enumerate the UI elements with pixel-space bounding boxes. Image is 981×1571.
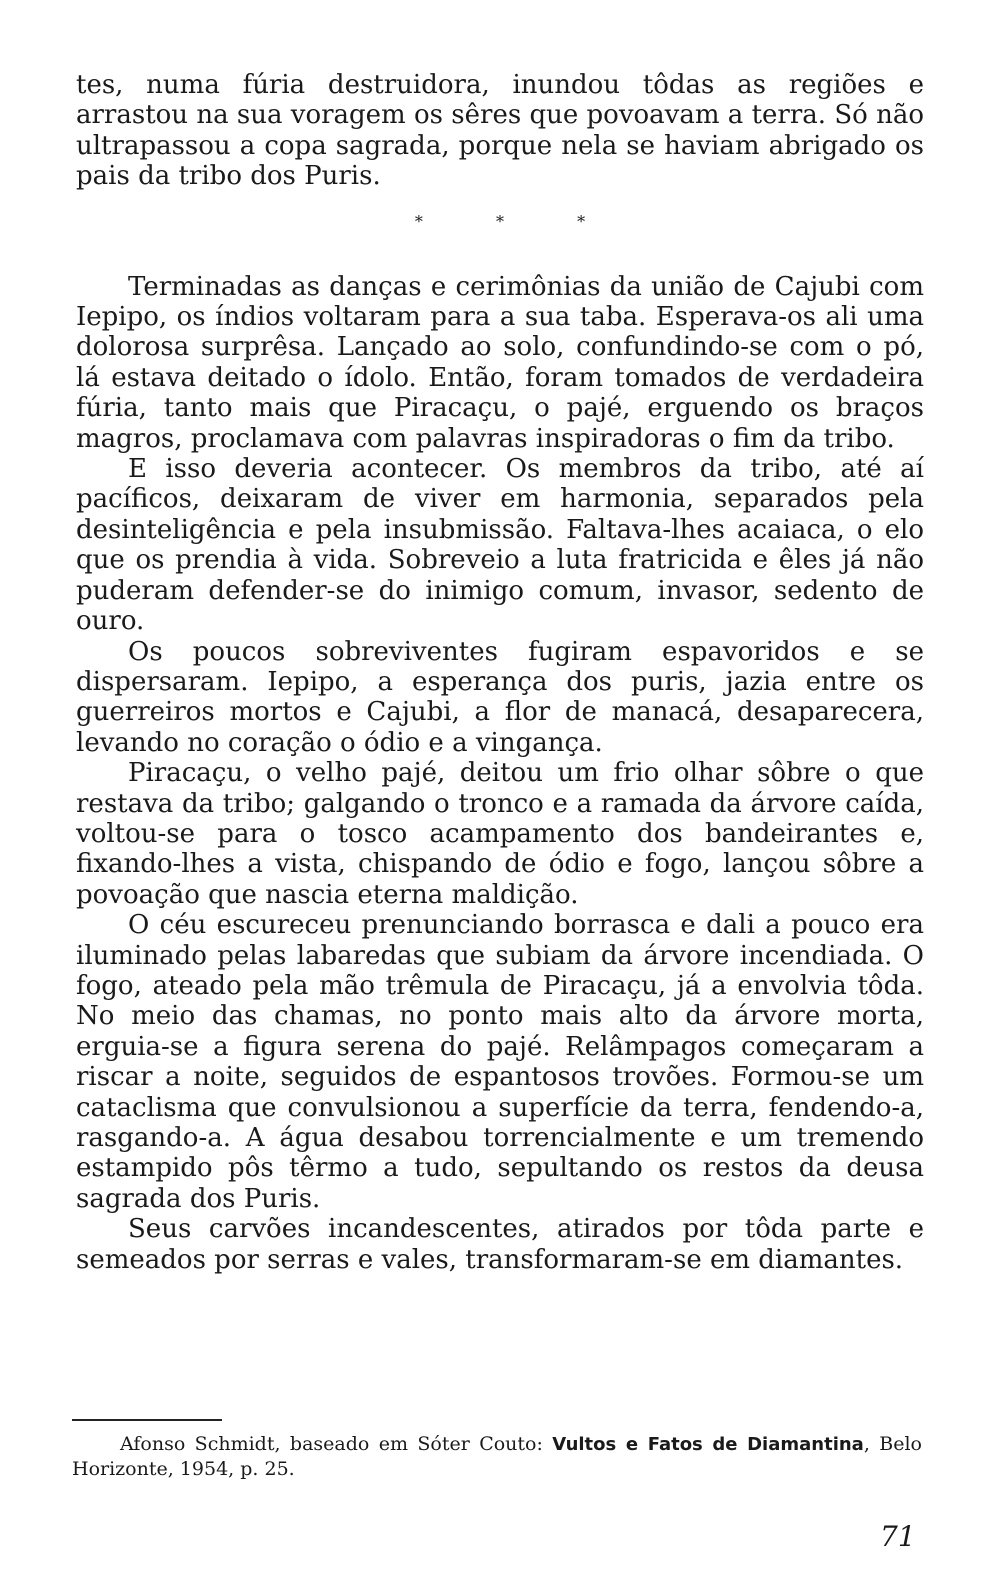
section-separator: * * * [414,211,620,231]
footnote-author: Afonso Schmidt, baseado em Sóter Couto: [120,1433,553,1455]
paragraph-2: Terminadas as danças e cerimônias da união de Cajubi com Iepipo, os índios voltaram para a sua taba. Esperava-os ali uma dolorosa surprêsa. Lançado ao solo, confundindo-se com o pó, lá estava deitado o ídolo. Então, foram tomados de verdadeira fúria, tanto mais que Piracaçu, o pajé, erguendo os braços magros, proclamava com palavras inspiradoras o fim da tribo. [76,271,924,454]
footnote [72,1432,922,1482]
paragraph-4: Os poucos sobreviventes fugiram espavoridos e se dispersaram. Iepipo, a esperança dos puris, jazia entre os guerreiros mortos e Cajubi, a flor de manacá, desaparecera, levando no coração o ódio e a vingança. [76,636,924,758]
paragraph-5: Piracaçu, o velho pajé, deitou um frio olhar sôbre o que restava da tribo; galgando o tronco e a ramada da árvore caída, voltou-se para o tosco acampamento dos bandeirantes e, fixando-lhes a vista, chispando de ódio e fogo, lançou sôbre a povoação que nascia eterna maldição. [76,758,924,910]
paragraph-7: Seus carvões incandescentes, atirados por tôda parte e semeados por serras e vales, transformaram-se em diamantes. [76,1214,924,1275]
footnote-divider [72,1419,222,1421]
page-body [76,70,924,1275]
paragraph-1: tes, numa fúria destruidora, inundou tôdas as regiões e arrastou na sua voragem os sêres que povoavam a terra. Só não ultrapassou a copa sagrada, porque nela se haviam abrigado os pais da tribo dos Puris. [76,70,924,192]
page-number: 71 [880,1520,916,1553]
text-block-opening [76,70,924,192]
footnote-publication: , Belo Horizonte, 1954, p. 25. [72,1433,922,1480]
footnote-book-title: Vultos e Fatos de Diamantina [552,1434,864,1455]
text-block-main [76,272,924,1275]
paragraph-6: O céu escureceu prenunciando borrasca e dali a pouco era iluminado pelas labaredas que subiam da árvore incendiada. O fogo, ateado pela mão trêmula de Piracaçu, já a envolvia tôda. No meio das chamas, no ponto mais alto da árvore morta, erguia-se a figura serena do pajé. Relâmpagos começaram a riscar a noite, seguidos de espantosos trovões. Formou-se um cataclisma que convulsionou a superfície da terra, fendendo-a, rasgando-a. A água desabou torrencialmente e um tremendo estampido pôs têrmo a tudo, sepultando os restos da deusa sagrada dos Puris. [76,910,924,1214]
paragraph-3: E isso deveria acontecer. Os membros da tribo, até aí pacíficos, deixaram de viver em harmonia, separados pela desinteligência e pela insubmissão. Faltava-lhes acaiaca, o elo que os prendia à vida. Sobreveio a luta fratricida e êles já não puderam defender-se do inimigo comum, invasor, sedento de ouro. [76,454,924,637]
